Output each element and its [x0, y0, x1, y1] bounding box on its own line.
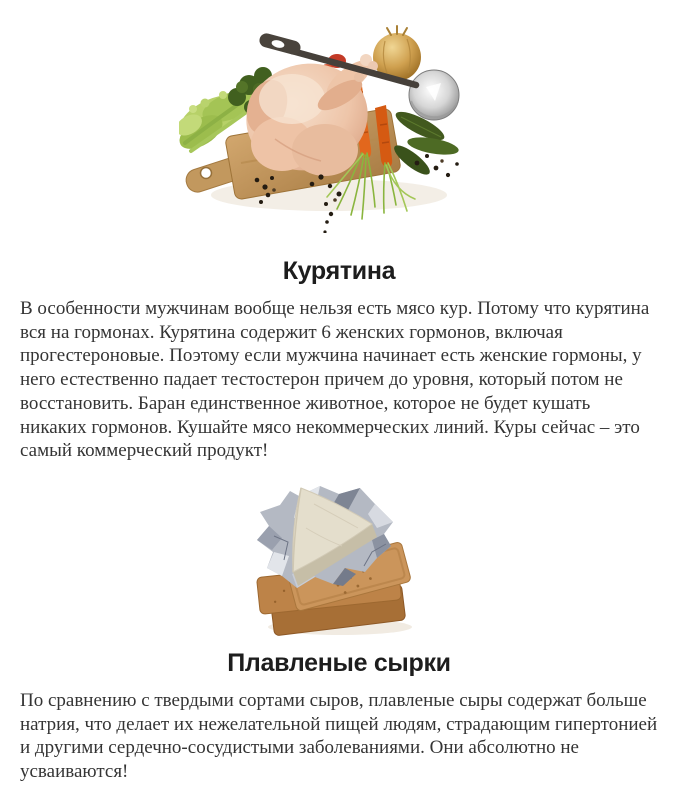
- section-cheese: [0, 476, 678, 784]
- section-chicken: [0, 13, 678, 463]
- chicken-photo-illustration: [179, 13, 499, 233]
- cheese-photo: [244, 476, 434, 636]
- section-body-cheese: По сравнению с твердыми сортами сыров, плавленые сыры содержат больше натрия, что делает их нежелательной пищей людям, страдающим гипертонией и другими сердечно-сосудистыми заболеваниями. Они абсолютно не усваиваются!: [20, 689, 658, 783]
- section-title-chicken: Курятина: [282, 257, 396, 285]
- section-body-chicken: В особенности мужчинам вообще нельзя есть мясо кур. Потому что курятина вся на гормонах. Курятина содержит 6 женских гормонов, включая прогестероновые. Поэтому если мужчина начинает есть женские гормоны, у него естественно падает тестостерон причем до уровня, который потом не восстановить. Баран единственное животное, которое не будет кушать никаких гормонов. Кушайте мясо некоммерческих линий. Куры сейчас – это самый коммерческий продукт!: [20, 298, 650, 462]
- cheese-photo-illustration: [244, 476, 434, 636]
- section-title-cheese: Плавленые сырки: [227, 648, 451, 677]
- chicken-photo: [179, 13, 499, 233]
